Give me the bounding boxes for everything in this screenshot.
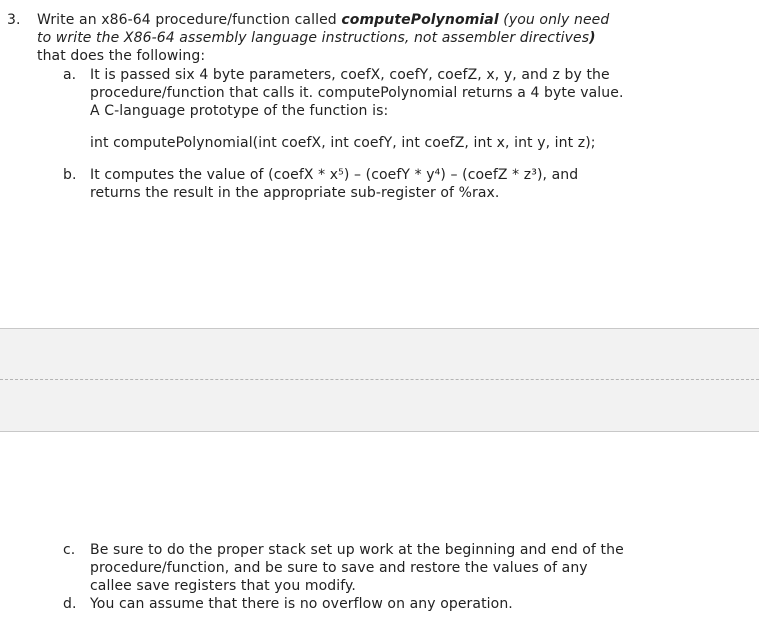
item-c-line-2: procedure/function, and be sure to save and restore the values of any xyxy=(90,560,588,576)
item-c-line-3: callee save registers that you modify. xyxy=(90,578,356,594)
question-intro-note-close: ) xyxy=(589,30,596,46)
question-number: 3. xyxy=(7,12,21,28)
item-c-line-1: Be sure to do the proper stack set up work at the beginning and end of the xyxy=(90,542,624,558)
item-c-marker: c. xyxy=(63,542,76,558)
item-b-line-1: It computes the value of (coefX * x⁵) – (coefY * y⁴) – (coefZ * z³), and xyxy=(90,167,579,183)
question-intro-note: to write the X86-64 assembly language instructions, not assembler directives xyxy=(37,30,590,46)
function-prototype: int computePolynomial(int coefX, int coefY, int coefZ, int x, int y, int z); xyxy=(90,135,596,151)
item-b-marker: b. xyxy=(63,167,77,183)
question-intro-line-1 xyxy=(37,11,609,29)
function-name: computePolynomial xyxy=(341,12,499,28)
answer-area[interactable] xyxy=(0,328,759,432)
question-intro-line-2 xyxy=(37,29,596,47)
answer-divider xyxy=(0,379,759,380)
item-a-line-3: A C-language prototype of the function is: xyxy=(90,103,389,119)
item-d-marker: d. xyxy=(63,596,77,612)
item-a-line-1: It is passed six 4 byte parameters, coefX, coefY, coefZ, x, y, and z by the xyxy=(90,67,610,83)
item-d-line-1: You can assume that there is no overflow on any operation. xyxy=(90,596,513,612)
question-intro-line-3: that does the following: xyxy=(37,48,206,64)
item-a-marker: a. xyxy=(63,67,77,83)
question-intro-note-start: (you only need xyxy=(498,12,610,28)
item-a-line-2: procedure/function that calls it. computePolynomial returns a 4 byte value. xyxy=(90,85,624,101)
item-b-line-2: returns the result in the appropriate sub-register of %rax. xyxy=(90,185,500,201)
question-intro-text: Write an x86-64 procedure/function called xyxy=(37,12,342,28)
